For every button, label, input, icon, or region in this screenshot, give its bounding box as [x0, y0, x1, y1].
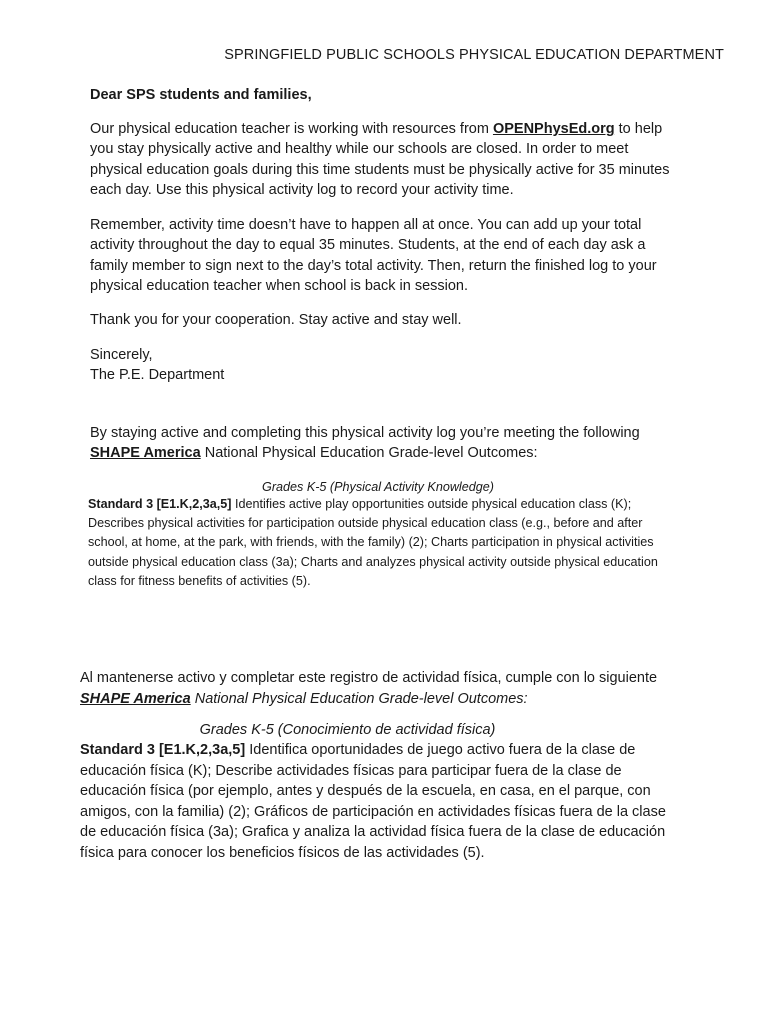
outcomes-intro-en-end: National Physical Education Grade-level Outcomes: [200, 445, 538, 462]
openphysed-link[interactable]: OPENPhysEd.org [492, 121, 615, 137]
standard-label-en: Standard 3 [E1.K,2,3a,5] [88, 497, 232, 511]
standard-label-es: Standard 3 [E1.K,2,3a,5] [80, 742, 246, 758]
p1-text-end: to help you stay physically active and healthy while our schools are closed. In order to meet physical education goals during this time students must be physically active for 35 minutes each day. Use this physical activity log to record your activity time. [90, 121, 670, 198]
page-header: SPRINGFIELD PUBLIC SCHOOLS PHYSICAL EDUCATION DEPARTMENT [224, 47, 724, 63]
outcomes-intro-es-end: National Physical Education Grade-level Outcomes: [190, 690, 528, 707]
outcomes-intro-en-start: By staying active and completing this physical activity log you’re meeting the following [90, 425, 640, 441]
p1-text-start: Our physical education teacher is working with resources from [90, 121, 493, 137]
letter-paragraph-1 [90, 119, 680, 200]
letter-paragraph-3: Thank you for your cooperation. Stay active and stay well. [90, 312, 462, 328]
letter-greeting: Dear SPS students and families, [90, 87, 312, 103]
grades-title-en: Grades K-5 (Physical Activity Knowledge) [262, 480, 494, 494]
standard-body-en: Identifies active play opportunities outside physical education class (K); Describes physical activities for participation outside physical education class (e.g., before and after school, at home, at the park, with friends, with the family) (2); Charts participation in physical activities outside physical education class (3a); Charts and analyzes physical activity outside physical education class for fitness benefits of activities (5). [88, 497, 658, 588]
letter-closing-block [90, 345, 680, 386]
standard-text-es [80, 740, 675, 864]
letter-signature: The P.E. Department [90, 367, 225, 384]
outcomes-intro-es-start: Al mantenerse activo y completar este registro de actividad física, cumple con lo siguiente [80, 670, 658, 686]
standard-body-es: Identifica oportunidades de juego activo fuera de la clase de educación física (K); Describe actividades físicas para participar fuera de la clase de educación física (por ejemplo, antes y después de la escuela, en casa, en el parque, con amigos, con la familia) (2); Gráficos de participación en actividades físicas fuera de la clase de educación física (3a); Grafica y analiza la actividad física fuera de la clase de educación física para conocer los beneficios físicos de las actividades (5). [80, 742, 666, 861]
outcomes-intro-es [80, 668, 675, 709]
standard-text-en [88, 495, 668, 591]
outcomes-intro-en [90, 423, 680, 464]
letter-paragraph-2: Remember, activity time doesn’t have to happen all at once. You can add up your total activity throughout the day to equal 35 minutes. Students, at the end of each day ask a family member to sign next to the day’s total activity. Then, return the finished log to your physical education teacher when school is back in session. [90, 217, 657, 294]
letter-closing: Sincerely, [90, 347, 153, 363]
grades-title-es: Grades K-5 (Conocimiento de actividad física) [199, 722, 496, 738]
shape-america-es: SHAPE America [80, 690, 191, 707]
shape-america-en: SHAPE America [90, 445, 201, 462]
